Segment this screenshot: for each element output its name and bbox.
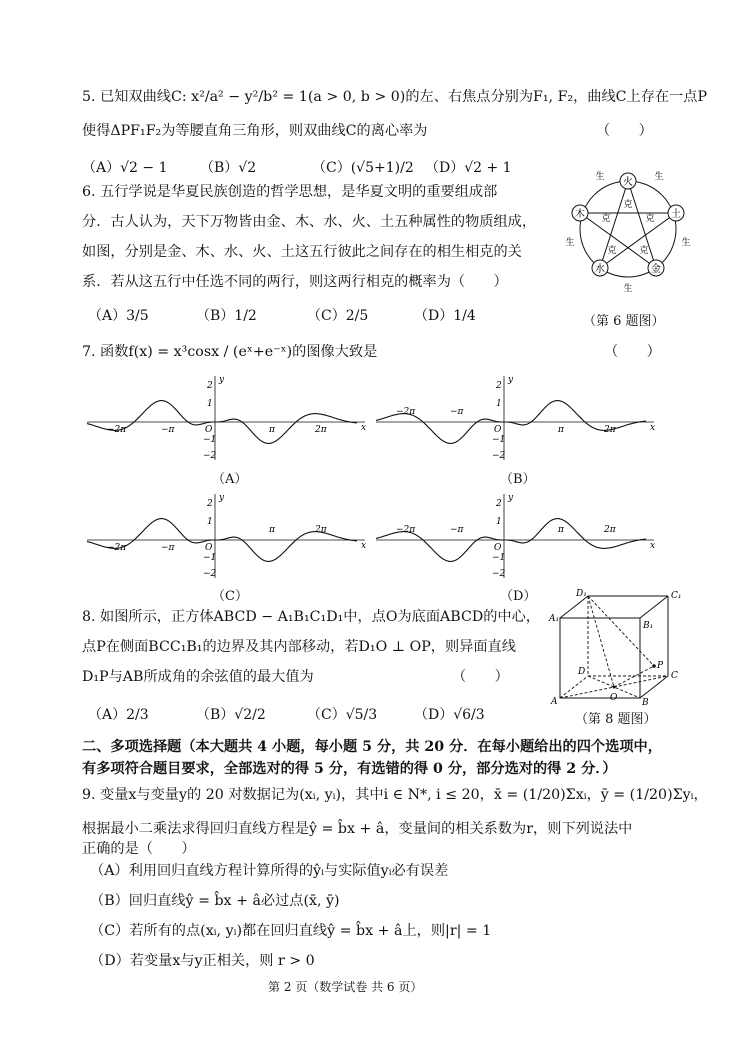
svg-text:−π: −π	[450, 525, 464, 535]
svg-text:x: x	[361, 423, 367, 433]
svg-text:1: 1	[496, 399, 502, 409]
node-metal: 金	[651, 264, 661, 275]
ke-label-4: 克	[607, 246, 617, 256]
q5-opt-c: （C）(√5+1)/2	[312, 160, 414, 176]
q6-line3: 如图，分别是金、木、水、火、土这五行彼此之间存在的相生相克的关	[82, 244, 522, 260]
q8-paren: （ ）	[452, 669, 509, 685]
svg-text:−1: −1	[492, 435, 506, 445]
svg-text:2: 2	[207, 381, 213, 391]
svg-text:1: 1	[496, 517, 502, 527]
svg-text:π: π	[558, 425, 564, 435]
svg-text:2π: 2π	[315, 525, 327, 535]
svg-text:O: O	[205, 425, 213, 435]
svg-text:2π: 2π	[604, 425, 616, 435]
cube-label-a1: A₁	[549, 614, 560, 624]
svg-text:−2π: −2π	[396, 525, 416, 535]
q5-opt-b: （B）√2	[200, 160, 257, 176]
node-water: 水	[595, 264, 605, 275]
q8-caption: （第 8 题图）	[575, 712, 657, 727]
ke-label-3: 克	[623, 200, 633, 210]
svg-text:y: y	[219, 375, 225, 385]
q6-opt-d: （D）1/4	[414, 308, 476, 324]
svg-text:−1: −1	[492, 553, 506, 563]
cube-label-b1: B₁	[643, 621, 654, 631]
cube-label-d1: D₁	[576, 589, 587, 599]
svg-text:π: π	[269, 425, 275, 435]
cube-label-o: O	[610, 693, 618, 703]
q8-line2: 点P在侧面BCC₁B₁的边界及其内部移动，若D₁O ⊥ OP，则异面直线	[82, 639, 516, 655]
q5-line2: 使得ΔPF₁F₂为等腰直角三角形，则双曲线C的离心率为	[82, 123, 428, 139]
q8-line3: D₁P与AB所成角的余弦值的最大值为	[82, 669, 314, 685]
svg-text:y: y	[508, 493, 514, 503]
section2-line2: 有多项符合题目要求，全部选对的得 5 分，有选错的得 0 分，部分选对的得 2 分．）	[82, 761, 617, 777]
svg-text:2: 2	[496, 499, 502, 509]
node-wood: 木	[575, 209, 585, 220]
cube-label-d: D	[578, 667, 586, 677]
graph-c	[85, 490, 370, 582]
svg-text:O: O	[205, 543, 213, 553]
q6-opt-c: （C）2/5	[307, 308, 369, 324]
q9-opt-c: （C）若所有的点(xᵢ, yᵢ)都在回归直线ŷ = b̂x + â上，则|r| = 1	[90, 923, 492, 939]
q6-opt-b: （B）1/2	[196, 308, 257, 324]
cube-label-c1: C₁	[671, 591, 682, 601]
svg-text:−π: −π	[450, 407, 464, 417]
svg-text:−π: −π	[161, 543, 175, 553]
graph-a	[85, 372, 370, 464]
svg-text:−1: −1	[203, 553, 217, 563]
svg-text:x: x	[361, 541, 367, 551]
q6-line4: 系．若从这五行中任选不同的两行，则这两行相克的概率为（ ）	[82, 274, 508, 290]
cube-figure	[548, 588, 688, 706]
graph-c-label: （C）	[212, 589, 248, 604]
q8-opt-a: （A）2/3	[88, 707, 149, 723]
q6-caption: （第 6 题图）	[583, 314, 665, 329]
svg-text:y: y	[508, 375, 514, 385]
cube-label-p: P	[657, 661, 664, 671]
q5-line1: 5. 已知双曲线C: x²/a² − y²/b² = 1(a > 0, b > 0)的左、右焦点分别为F₁, F₂，曲线C上存在一点P	[82, 89, 708, 105]
graph-b	[374, 372, 659, 464]
graph-d	[374, 490, 659, 582]
sheng-label-2: 生	[654, 172, 664, 182]
q9-opt-b: （B）回归直线ŷ = b̂x + â必过点(x̄, ȳ)	[90, 893, 340, 909]
svg-text:π: π	[558, 525, 564, 535]
svg-text:−2π: −2π	[396, 407, 416, 417]
ke-label-2: 克	[645, 214, 655, 224]
sheng-label-5: 生	[565, 238, 575, 248]
svg-text:1: 1	[207, 399, 213, 409]
node-earth: 土	[671, 209, 681, 220]
q9-line1: 9. 变量x与变量y的 20 对数据记为(xᵢ, yᵢ)，其中i ∈ N*, i ≤ 20，x̄ = (1/20)Σxᵢ，ȳ = (1/20)Σyᵢ，	[82, 787, 708, 803]
q9-opt-d: （D）若变量x与y正相关，则 r > 0	[90, 953, 315, 969]
q9-line3: 正确的是（ ）	[82, 841, 196, 857]
q9-line2: 根据最小二乘法求得回归直线方程是ŷ = b̂x + â，变量间的相关系数为r，则下列说法中	[82, 821, 633, 837]
wuxing-diagram	[560, 165, 700, 300]
ke-label-5: 克	[639, 246, 649, 256]
svg-text:y: y	[219, 493, 225, 503]
svg-text:−2π: −2π	[107, 543, 127, 553]
sheng-label-1: 生	[595, 172, 605, 182]
cube-label-c: C	[671, 671, 678, 681]
q5-paren: （ ）	[596, 123, 653, 139]
svg-text:2π: 2π	[315, 425, 327, 435]
q8-line1: 8. 如图所示，正方体ABCD − A₁B₁C₁D₁中，点O为底面ABCD的中心，	[82, 609, 540, 625]
svg-text:2: 2	[207, 499, 213, 509]
svg-text:2π: 2π	[604, 525, 616, 535]
page-footer: 第 2 页（数学试卷 共 6 页）	[268, 980, 423, 994]
graph-a-label: （A）	[212, 472, 248, 487]
q8-opt-c: （C）√5/3	[307, 707, 378, 723]
svg-text:−2π: −2π	[107, 425, 127, 435]
q7-stem: 7. 函数f(x) = x³cosx / (eˣ+e⁻ˣ)的图像大致是	[82, 344, 378, 360]
q8-opt-d: （D）√6/3	[414, 707, 485, 723]
q6-line2: 分．古人认为，天下万物皆由金、木、水、火、土五种属性的物质组成，	[82, 214, 537, 230]
cube-label-b: B	[642, 698, 649, 706]
svg-text:x: x	[650, 423, 656, 433]
sheng-label-3: 生	[681, 238, 691, 248]
q8-opt-b: （B）√2/2	[196, 707, 266, 723]
section2-line1: 二、多项选择题（本大题共 4 小题，每小题 5 分，共 20 分．在每小题给出的四个选项中，	[82, 739, 662, 755]
graph-b-label: （B）	[500, 472, 536, 487]
svg-text:−2: −2	[492, 569, 506, 579]
svg-text:−2: −2	[203, 451, 217, 461]
svg-text:−1: −1	[203, 435, 217, 445]
svg-text:O: O	[494, 425, 502, 435]
svg-text:−2: −2	[492, 451, 506, 461]
cube-label-a: A	[551, 697, 558, 706]
graph-d-label: （D）	[500, 589, 537, 604]
node-fire: 火	[623, 177, 633, 188]
svg-text:x: x	[650, 541, 656, 551]
svg-text:2: 2	[496, 381, 502, 391]
q6-opt-a: （A）3/5	[88, 308, 149, 324]
q6-line1: 6. 五行学说是华夏民族创造的哲学思想，是华夏文明的重要组成部	[82, 184, 498, 200]
q5-opt-a: （A）√2 − 1	[82, 160, 168, 176]
sheng-label-4: 生	[623, 284, 633, 294]
svg-text:O: O	[494, 543, 502, 553]
q5-opt-d: （D）√2 + 1	[425, 160, 512, 176]
svg-text:π: π	[269, 525, 275, 535]
q7-paren: （ ）	[604, 344, 661, 360]
svg-text:−2: −2	[203, 569, 217, 579]
svg-text:1: 1	[207, 517, 213, 527]
q9-opt-a: （A）利用回归直线方程计算所得的ŷᵢ与实际值yᵢ必有误差	[90, 863, 449, 879]
ke-label-1: 克	[601, 214, 611, 224]
svg-text:−π: −π	[161, 425, 175, 435]
